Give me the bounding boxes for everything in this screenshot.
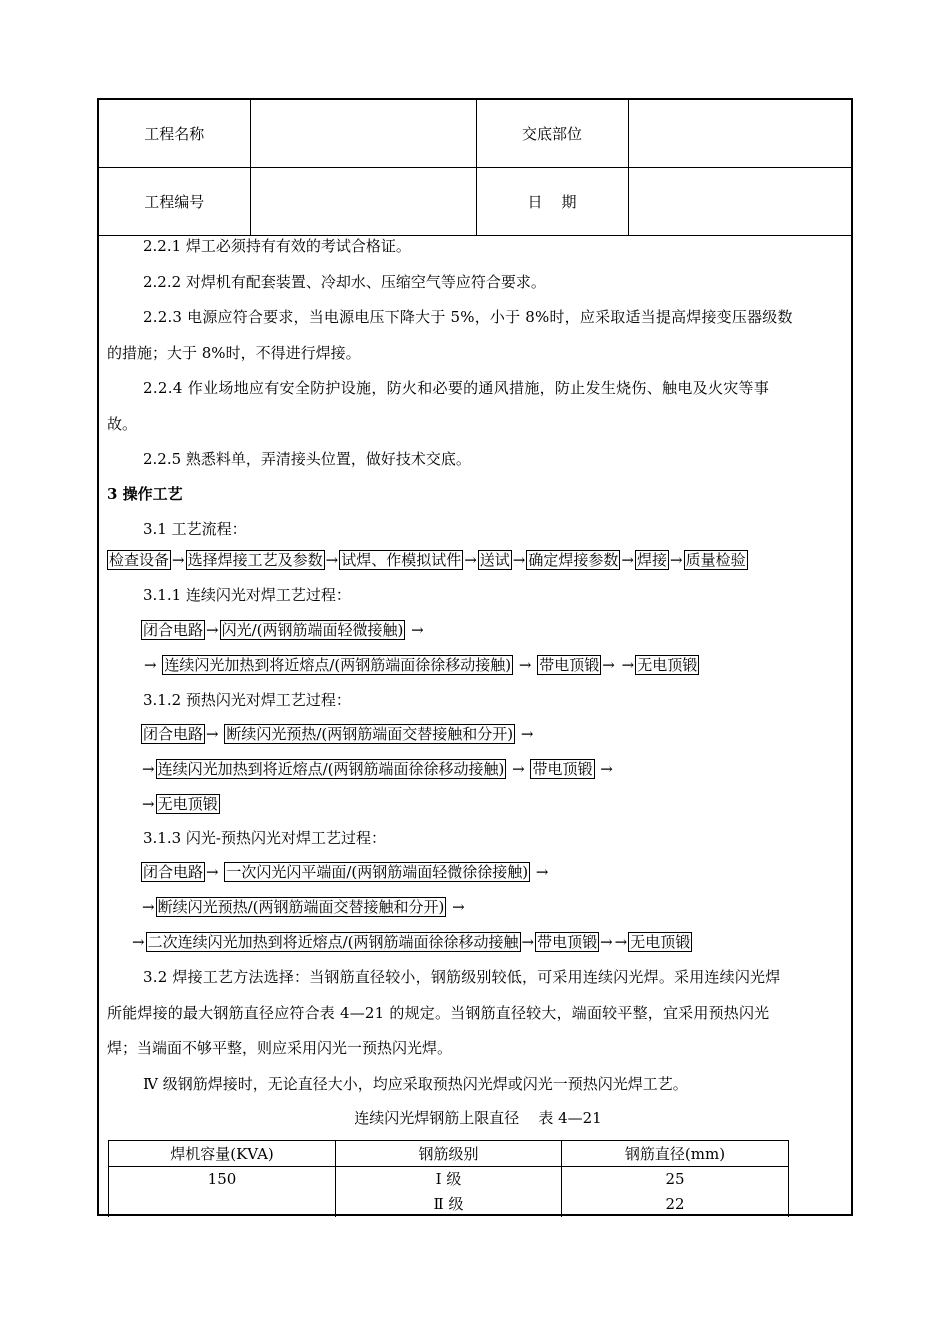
flow-3-1-2-line1: [141, 724, 535, 744]
flow-step: 连续闪光加热到将近熔点/(两钢筋端面徐徐移动接触): [157, 760, 505, 778]
flow-step: 带电顶锻: [532, 760, 593, 778]
project-name-label: 工程名称: [99, 100, 250, 168]
flow-3-1-3-line1: [141, 862, 550, 882]
flow-3-1-3-line3: [131, 932, 692, 952]
table-cell: 22: [665, 1195, 685, 1213]
arrow-icon: →: [206, 863, 219, 881]
project-no-label: 工程编号: [99, 168, 250, 236]
arrow-icon: →: [512, 760, 525, 778]
flow-step: 闭合电路: [143, 725, 204, 743]
paragraph-grade-iv: Ⅳ 级钢筋焊接时，无论直径大小，均应采取预热闪光焊或闪光一预热闪光焊工艺。: [143, 1075, 688, 1093]
flow-step: 焊接: [636, 551, 667, 569]
arrow-icon: →: [132, 933, 145, 951]
flow-step: 送试: [479, 551, 510, 569]
table-cell: Ⅰ 级: [435, 1170, 462, 1188]
paragraph-3-1-2: 3.1.2 预热闪光对焊工艺过程：: [143, 691, 351, 709]
flow-step: 检查设备: [109, 551, 170, 569]
flow-step: 试焊、作模拟试件: [341, 551, 462, 569]
arrow-icon: →: [535, 863, 549, 881]
arrow-icon: →: [621, 656, 635, 674]
arrow-icon: →: [142, 795, 155, 813]
flow-step: 带电顶锻: [539, 656, 600, 674]
paragraph-3-1-3: 3.1.3 闪光-预热闪光对焊工艺过程：: [143, 829, 387, 847]
flow-3-1-2-line3: [141, 794, 220, 814]
flow-step: 二次连续闪光加热到将近熔点/(两钢筋端面徐徐移动接触: [147, 933, 519, 951]
date-value: [628, 168, 851, 236]
flow-step: 断续闪光预热/(两钢筋端面交替接触和分开): [226, 725, 514, 743]
table-cell: 25: [665, 1170, 685, 1188]
table-row: [109, 1167, 789, 1218]
arrow-icon: →: [520, 725, 534, 743]
capacity-cell: [109, 1167, 336, 1218]
arrow-icon: →: [518, 656, 532, 674]
column-header-capacity: 焊机容量(KVA): [109, 1141, 336, 1167]
spec-table: [108, 1140, 789, 1217]
arrow-icon: →: [600, 933, 613, 951]
grade-cell: [336, 1167, 562, 1218]
flow-3-1: [107, 550, 748, 570]
flow-3-1-1-line1: [141, 620, 425, 640]
diameter-cell: [562, 1167, 789, 1218]
location-value: [628, 100, 851, 168]
flow-step: 选择焊接工艺及参数: [187, 551, 323, 569]
arrow-icon: →: [600, 760, 613, 778]
flow-3-1-3-line2: [141, 897, 466, 917]
arrow-icon: →: [512, 551, 526, 569]
project-no-value: [250, 168, 476, 236]
flow-step: 确定焊接参数: [528, 551, 619, 569]
paragraph-2-2-4-line2: 故。: [107, 415, 138, 433]
flow-step: 质量检验: [685, 551, 746, 569]
arrow-icon: →: [206, 725, 219, 743]
header-table: [99, 100, 851, 236]
paragraph-3-2-line3: 焊；当端面不够平整，则应采用闪光一预热闪光焊。: [107, 1039, 453, 1057]
arrow-icon: →: [325, 551, 339, 569]
paragraph-2-2-2: 2.2.2 对焊机有配套装置、冷却水、压缩空气等应符合要求。: [143, 273, 546, 291]
arrow-icon: →: [142, 760, 155, 778]
paragraph-3-2-line2: 所能焊接的最大钢筋直径应符合表 4—21 的规定。当钢筋直径较大，端面较平整，宜采用预热闪光: [107, 1004, 770, 1022]
flow-step: 闭合电路: [143, 863, 204, 881]
paragraph-2-2-4-line1: 2.2.4 作业场地应有安全防护设施，防火和必要的通风措施，防止发生烧伤、触电及火灾等事: [143, 379, 770, 397]
column-header-diameter: 钢筋直径(mm): [562, 1141, 789, 1167]
project-name-value: [250, 100, 476, 168]
arrow-icon: →: [621, 551, 634, 569]
table-caption: 连续闪光焊钢筋上限直径 表 4—21: [354, 1109, 602, 1127]
paragraph-2-2-3-line1: 2.2.3 电源应符合要求，当电源电压下降大于 5%，小于 8%时，应采取适当提高焊接变压器级数: [143, 308, 793, 326]
flow-step: 断续闪光预热/(两钢筋端面交替接触和分开): [157, 898, 445, 916]
arrow-icon: →: [614, 933, 628, 951]
flow-step: 一次闪光闪平端面/(两钢筋端面轻微徐徐接触): [226, 863, 529, 881]
arrow-icon: →: [172, 551, 185, 569]
flow-3-1-2-line2: [141, 759, 614, 779]
flow-step: 闪光/(两钢筋端面轻微接触): [221, 621, 404, 639]
flow-step: 闭合电路: [143, 621, 204, 639]
arrow-icon: →: [206, 621, 219, 639]
paragraph-3-1-1: 3.1.1 连续闪光对焊工艺过程：: [143, 586, 351, 604]
paragraph-2-2-1: 2.2.1 焊工必须持有有效的考试合格证。: [143, 237, 411, 255]
arrow-icon: →: [142, 898, 155, 916]
table-cell: 150: [207, 1170, 237, 1188]
arrow-icon: →: [411, 621, 424, 639]
section-heading-3: 3 操作工艺: [107, 485, 183, 503]
arrow-icon: →: [669, 551, 683, 569]
arrow-icon: →: [464, 551, 477, 569]
paragraph-2-2-3-line2: 的措施；大于 8%时，不得进行焊接。: [107, 344, 361, 362]
date-label: 日 期: [476, 168, 628, 236]
column-header-grade: 钢筋级别: [336, 1141, 562, 1167]
arrow-icon: →: [602, 656, 615, 674]
arrow-icon: →: [452, 898, 465, 916]
flow-step: 带电顶锻: [537, 933, 598, 951]
location-label: 交底部位: [476, 100, 628, 168]
disclosure-form: [97, 98, 853, 1216]
paragraph-2-2-5: 2.2.5 熟悉料单，弄清接头位置，做好技术交底。: [143, 450, 471, 468]
table-cell: Ⅱ 级: [433, 1195, 464, 1213]
paragraph-3-2-line1: 3.2 焊接工艺方法选择：当钢筋直径较小，钢筋级别较低，可采用连续闪光焊。采用连续闪光焊: [143, 968, 781, 986]
flow-step: 无电顶锻: [157, 795, 218, 813]
flow-step: 无电顶锻: [630, 933, 691, 951]
arrow-icon: →: [521, 933, 535, 951]
paragraph-3-1: 3.1 工艺流程：: [143, 520, 247, 538]
arrow-icon: →: [144, 656, 157, 674]
flow-step: 无电顶锻: [637, 656, 698, 674]
flow-step: 连续闪光加热到将近熔点/(两钢筋端面徐徐移动接触): [164, 656, 512, 674]
flow-3-1-1-line2: [143, 655, 699, 675]
